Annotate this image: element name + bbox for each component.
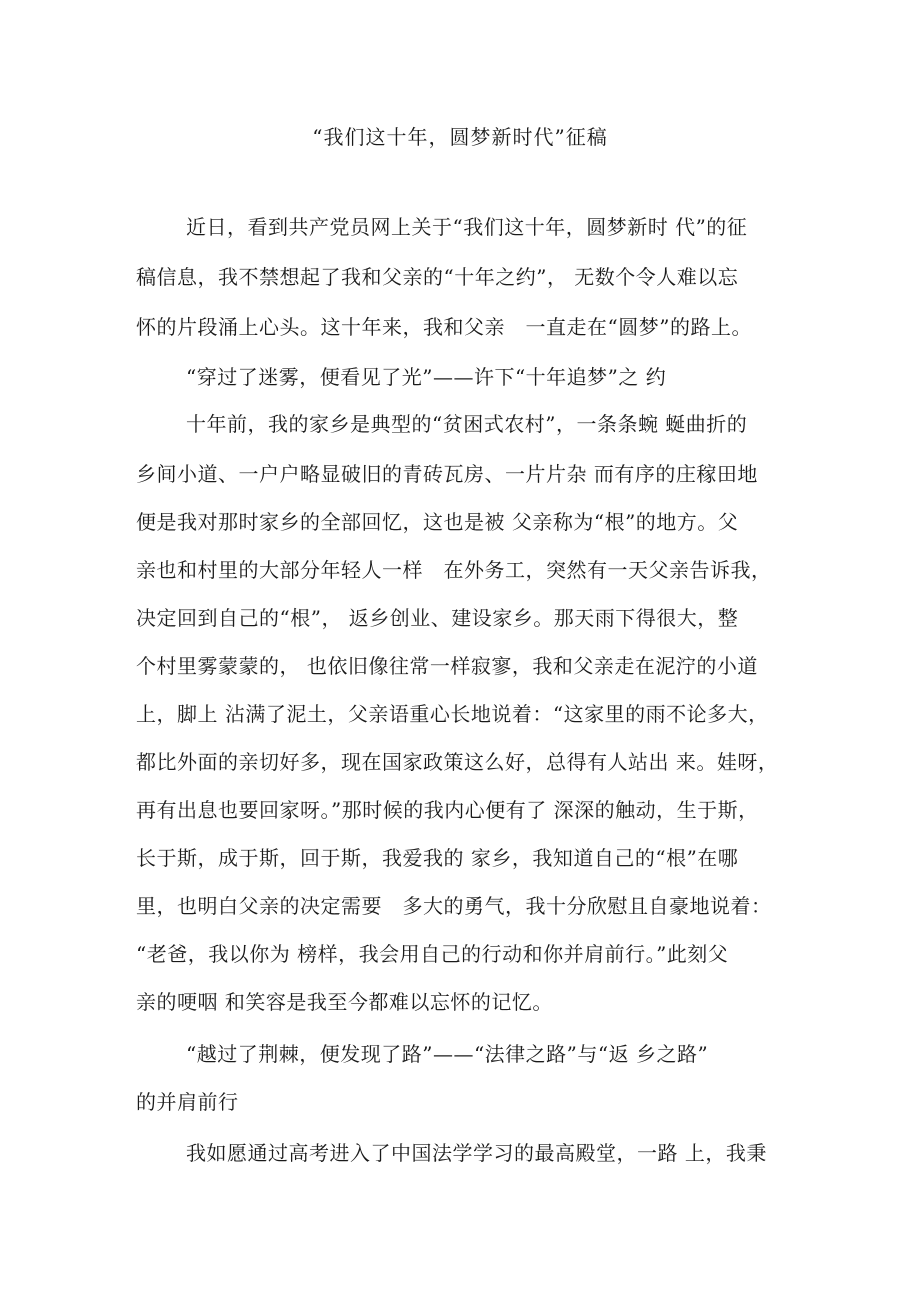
paragraph-line: 我如愿通过高考进入了中国法学学习的最高殿堂，一路 上，我秉 [186, 1141, 767, 1165]
paragraph-line: 都比外面的亲切好多，现在国家政策这么好，总得有人站出 来。娃呀， [136, 750, 779, 774]
paragraph-line: 稿信息，我不禁想起了我和父亲的“十年之约”， 无数个令人难以忘 [136, 265, 739, 289]
paragraph-line: 十年前，我的家乡是典型的“贫困式农村”，一条条蜿 蜒曲折的 [186, 412, 748, 436]
paragraph-line: 长于斯，成于斯，回于斯，我爱我的 家乡，我知道自己的“根”在哪 [136, 846, 739, 870]
paragraph-line: 亲的哽咽 和笑容是我至今都难以忘怀的记忆。 [136, 990, 553, 1014]
paragraph-line: 上，脚上 沾满了泥土，父亲语重心长地说着：“这家里的雨不论多大， [136, 702, 769, 726]
section-heading: 的并肩前行 [136, 1090, 239, 1114]
paragraph-line: 个村里雾蒙蒙的， 也依旧像往常一样寂寥，我和父亲走在泥泞的小道 [136, 654, 758, 678]
paragraph-line: 再有出息也要回家呀。”那时候的我内心便有了 深深的触动，生于斯， [136, 798, 759, 822]
paragraph-line: 便是我对那时家乡的全部回忆，这也是被 父亲称为“根”的地方。父 [136, 510, 739, 534]
paragraph-line: 里，也明白父亲的决定需要 多大的勇气，我十分欣慰且自豪地说着： [136, 894, 772, 918]
paragraph-line: “老爸，我以你为 榜样，我会用自己的行动和你并肩前行。”此刻父 [136, 942, 729, 966]
section-heading: “越过了荆棘，便发现了路”——“法律之路”与“返 乡之路” [186, 1042, 709, 1066]
section-heading: “穿过了迷雾，便看见了光”——许下“十年追梦”之 约 [186, 365, 667, 389]
paragraph-line: 怀的片段涌上心头。这十年来，我和父亲 一直走在“圆梦”的路上。 [136, 315, 752, 339]
document-title: “我们这十年，圆梦新时代”征稿 [312, 125, 608, 149]
paragraph-line: 乡间小道、一户户略显破旧的青砖瓦房、一片片杂 而有序的庄稼田地 [136, 462, 758, 486]
paragraph-line: 亲也和村里的大部分年轻人一样 在外务工，突然有一天父亲告诉我， [136, 558, 772, 582]
paragraph-line: 决定回到自己的“根”， 返乡创业、建设家乡。那天雨下得很大，整 [136, 606, 739, 630]
paragraph-line: 近日，看到共产党员网上关于“我们这十年，圆梦新时 代”的征 [186, 215, 748, 239]
